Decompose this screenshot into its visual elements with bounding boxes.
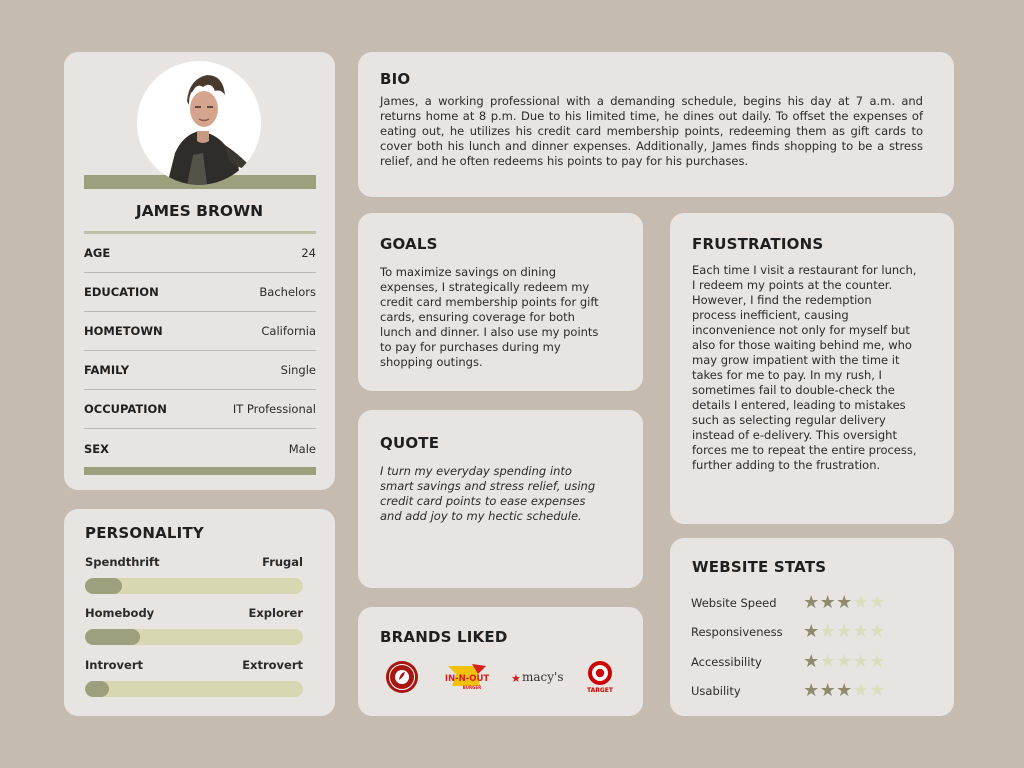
chipotle-logo (384, 659, 420, 695)
frustrations-text: Each time I visit a restaurant for lunch, I redeem my points at the counter. However, I find the redemption process inefficient, causing inconvenience not only for myself but also for those waiting behind me, who may grow impatient with the time it takes for me to pay. In my rush, I sometimes fail to double-check the details I entered, leading to mistakes such as selecting regular delivery instead of e-delivery. This oversight forces me to repeat the entire process, further adding to the frustration. (692, 263, 917, 472)
website-stats-card (670, 538, 954, 716)
goals-card (358, 213, 643, 391)
macys-logo (508, 659, 568, 695)
stat-row-website-speed (691, 593, 931, 613)
stat-label: Usability (691, 684, 741, 698)
star-empty-icon: ★ (852, 592, 869, 613)
attribute-value: California (261, 324, 316, 338)
star-empty-icon: ★ (836, 621, 853, 642)
attribute-label: EDUCATION (84, 285, 159, 299)
brands-title: BRANDS LIKED (380, 628, 508, 646)
star-filled-icon: ★ (803, 621, 820, 642)
star-filled-icon: ★ (803, 680, 820, 701)
trait-left-label: Introvert (85, 658, 143, 672)
bio-card (358, 52, 954, 197)
star-empty-icon: ★ (819, 621, 836, 642)
in-n-out-logo (442, 659, 492, 695)
profile-bottom-band (84, 467, 316, 475)
goals-title: GOALS (380, 235, 438, 253)
star-empty-icon: ★ (852, 680, 869, 701)
star-filled-icon: ★ (819, 592, 836, 613)
trait-slider-track (85, 629, 303, 645)
attribute-label: OCCUPATION (84, 402, 167, 416)
attribute-value: Bachelors (259, 285, 316, 299)
attribute-value: Single (280, 363, 316, 377)
personality-title: PERSONALITY (85, 524, 204, 542)
bio-title: BIO (380, 70, 411, 88)
personality-card (64, 509, 335, 716)
attribute-value: Male (288, 441, 316, 456)
svg-text:★: ★ (511, 672, 521, 685)
star-empty-icon: ★ (869, 592, 886, 613)
svg-text:TARGET: TARGET (586, 687, 614, 694)
stat-label: Accessibility (691, 655, 762, 669)
bio-text: James, a working professional with a demanding schedule, begins his day at 7 a.m. and returns home at 8 p.m. Due to his limited time, he dines out daily. To offset the expenses of eating out, he utilizes his credit card membership points, redeeming them as gift cards to cover both his lunch and dinner expenses. Additionally, James finds shopping to be a stress relief, and he often redeems his points to pay for his purchases. (380, 94, 923, 168)
stat-label: Responsiveness (691, 625, 783, 639)
quote-text: I turn my everyday spending into smart savings and stress relief, using credit card points to ease expenses and add joy to my hectic schedule. (380, 464, 596, 523)
persona-name: JAMES BROWN (135, 202, 264, 220)
svg-text:IN-N-OUT: IN-N-OUT (444, 674, 490, 684)
frustrations-card (670, 213, 954, 524)
stat-label: Website Speed (691, 596, 777, 610)
star-filled-icon: ★ (803, 651, 820, 672)
trait-introvert-extrovert (85, 658, 303, 697)
trait-homebody-explorer (85, 606, 303, 645)
attribute-row-education (84, 273, 316, 312)
star-filled-icon: ★ (819, 680, 836, 701)
star-empty-icon: ★ (819, 651, 836, 672)
attribute-row-sex (84, 429, 316, 468)
stat-row-usability (691, 681, 931, 701)
star-filled-icon: ★ (836, 680, 853, 701)
stat-row-accessibility (691, 652, 931, 672)
star-filled-icon: ★ (803, 592, 820, 613)
quote-card (358, 410, 643, 588)
quote-title: QUOTE (380, 434, 440, 452)
star-rating (803, 653, 886, 671)
star-rating (803, 682, 886, 700)
website-stats-title: WEBSITE STATS (692, 558, 827, 576)
trait-right-label: Explorer (248, 606, 303, 620)
trait-right-label: Extrovert (242, 658, 303, 672)
trait-slider-track (85, 578, 303, 594)
attribute-label: HOMETOWN (84, 324, 163, 338)
star-rating (803, 623, 886, 641)
trait-right-label: Frugal (262, 555, 303, 569)
trait-left-label: Spendthrift (85, 555, 160, 569)
trait-slider-fill (85, 629, 140, 645)
goals-text: To maximize savings on dining expenses, I strategically redeem my credit card membership points for gift cards, ensuring coverage for both lunch and dinner. I also use my points to pay for purchases during my shopping outings. (380, 265, 599, 369)
star-empty-icon: ★ (869, 651, 886, 672)
trait-left-label: Homebody (85, 606, 155, 620)
star-rating (803, 594, 886, 612)
svg-text:BURGER: BURGER (462, 685, 482, 690)
avatar (137, 61, 261, 185)
attribute-label: FAMILY (84, 363, 130, 377)
target-logo (582, 659, 618, 695)
brands-card (358, 607, 643, 716)
attribute-row-occupation (84, 390, 316, 429)
profile-card (64, 52, 335, 490)
star-empty-icon: ★ (852, 651, 869, 672)
attribute-row-family (84, 351, 316, 390)
trait-slider-track (85, 681, 303, 697)
trait-spendthrift-frugal (85, 555, 303, 594)
person-photo-icon (137, 61, 261, 185)
attribute-row-hometown (84, 312, 316, 351)
stat-row-responsiveness (691, 622, 931, 642)
attribute-value: IT Professional (232, 402, 316, 416)
star-empty-icon: ★ (836, 651, 853, 672)
frustrations-title: FRUSTRATIONS (692, 235, 824, 253)
star-empty-icon: ★ (869, 680, 886, 701)
attribute-value: 24 (301, 246, 316, 260)
attribute-label: AGE (84, 246, 111, 260)
attribute-label: SEX (84, 441, 110, 456)
attribute-row-age (84, 234, 316, 273)
trait-slider-fill (85, 681, 109, 697)
star-filled-icon: ★ (836, 592, 853, 613)
svg-text:macy's: macy's (522, 670, 564, 684)
star-empty-icon: ★ (852, 621, 869, 642)
trait-slider-fill (85, 578, 122, 594)
star-empty-icon: ★ (869, 621, 886, 642)
